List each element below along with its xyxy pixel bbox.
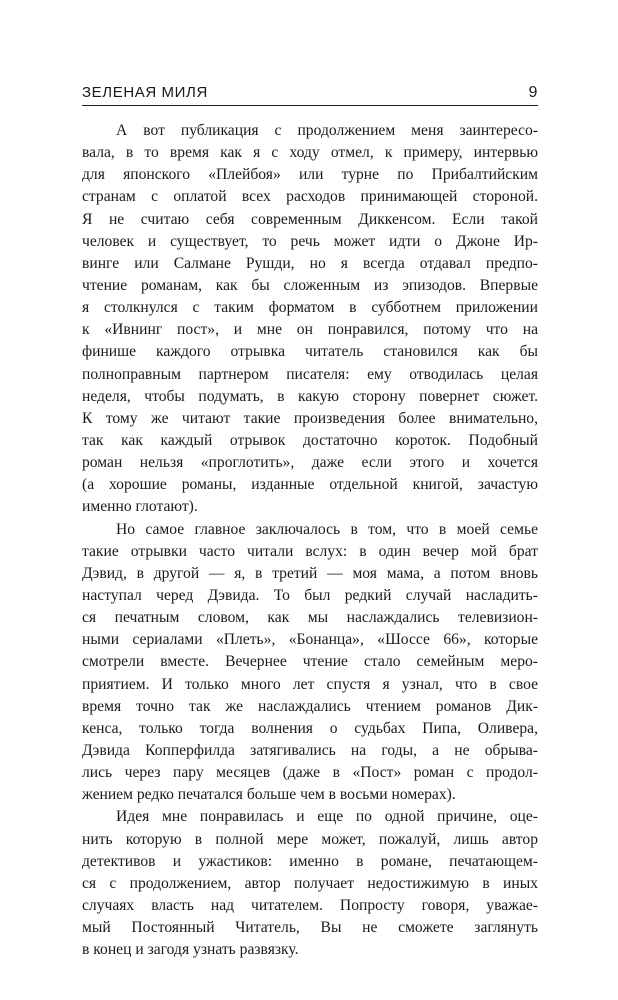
text-line: вала, в то время как я с ходу отмел, к примеру, интервью (82, 144, 538, 162)
text-line: винге или Салмане Рушди, но я всегда отдавал предпо- (82, 254, 538, 272)
text-line: в конец и загодя узнать развязку. (82, 941, 299, 959)
text-line: Но самое главное заключалось в том, что в моей семье (116, 520, 538, 538)
text-line: лись через пару месяцев (даже в «Пост» роман с продол- (82, 764, 538, 782)
text-line: странам с оплатой всех расходов принимающей стороной. (82, 188, 538, 206)
page-number: 9 (528, 84, 538, 101)
text-line: финише каждого отрывка читатель становился как бы (82, 343, 538, 361)
text-line: такие отрывки часто читали вслух: в один вечер мой брат (82, 542, 538, 560)
text-line: Дэвид, в другой — я, в третий — моя мама, а потом вновь (82, 564, 538, 582)
text-line: смотрели вместе. Вечернее чтение стало семейным меро- (82, 653, 538, 671)
text-line: Я не считаю себя современным Диккенсом. Если такой (82, 210, 538, 228)
text-line: ными сериалами «Плеть», «Бонанца», «Шоссе 66», которые (82, 631, 538, 649)
text-line: (а хорошие романы, изданные отдельной книгой, зачастую (82, 476, 538, 494)
paragraph (82, 806, 538, 961)
header-rule (82, 105, 538, 106)
text-line: жением редко печатался больше чем в восьми номерах). (82, 786, 456, 804)
text-line: полноправным партнером писателя: ему отводилась целая (82, 365, 538, 383)
text-line: случаях власть над читателем. Попросту говоря, уважае- (82, 896, 538, 914)
text-line: человек и существует, то речь может идти о Джоне Ир- (82, 232, 538, 250)
text-line: Идея мне понравилась и еще по одной причине, оце- (116, 808, 538, 826)
text-line: кенса, только тогда волнения о судьбах Пипа, Оливера, (82, 719, 538, 737)
text-line: ся печатным словом, как мы наслаждались телевизион- (82, 609, 538, 627)
text-line: время точно так же наслаждались чтением романов Дик- (82, 697, 538, 715)
paragraph (82, 519, 538, 807)
text-line: приятием. И только много лет спустя я узнал, что в свое (82, 675, 538, 693)
text-line: неделя, чтобы подумать, в какую сторону повернет сюжет. (82, 387, 538, 405)
text-line: нить которую в полной мере может, пожалуй, лишь автор (82, 830, 538, 848)
text-line: я столкнулся с таким форматом в субботнем приложении (82, 299, 538, 317)
text-line: Дэвида Копперфилда затягивались на годы, а не обрыва- (82, 741, 538, 759)
text-line: к «Ивнинг пост», и мне он понравился, потому что на (82, 321, 538, 339)
text-line: мый Постоянный Читатель, Вы не сможете заглянуть (82, 919, 538, 937)
text-line: А вот публикация с продолжением меня заинтересо- (116, 122, 538, 139)
text-line: для японского «Плейбоя» или турне по Прибалтийским (82, 166, 538, 184)
running-header (82, 84, 538, 106)
text-line: детективов и ужастиков: именно в романе, печатающем- (82, 852, 538, 870)
text-line: К тому же читают такие произведения более внимательно, (82, 409, 538, 427)
text-line: чтение романам, как бы сложенным из эпизодов. Впервые (82, 276, 538, 294)
text-line: так как каждый отрывок достаточно короток. Подобный (82, 431, 538, 449)
paragraph (82, 120, 538, 519)
body-text (82, 120, 538, 961)
text-line: роман нельзя «проглотить», даже если этого и хочется (82, 454, 538, 472)
text-line: наступал черед Дэвида. То был редкий случай насладить- (82, 586, 538, 604)
text-line: ся с продолжением, автор получает недостижимую в иных (82, 874, 538, 892)
text-line: именно глотают). (82, 498, 198, 516)
book-title: ЗЕЛЕНАЯ МИЛЯ (82, 84, 208, 101)
